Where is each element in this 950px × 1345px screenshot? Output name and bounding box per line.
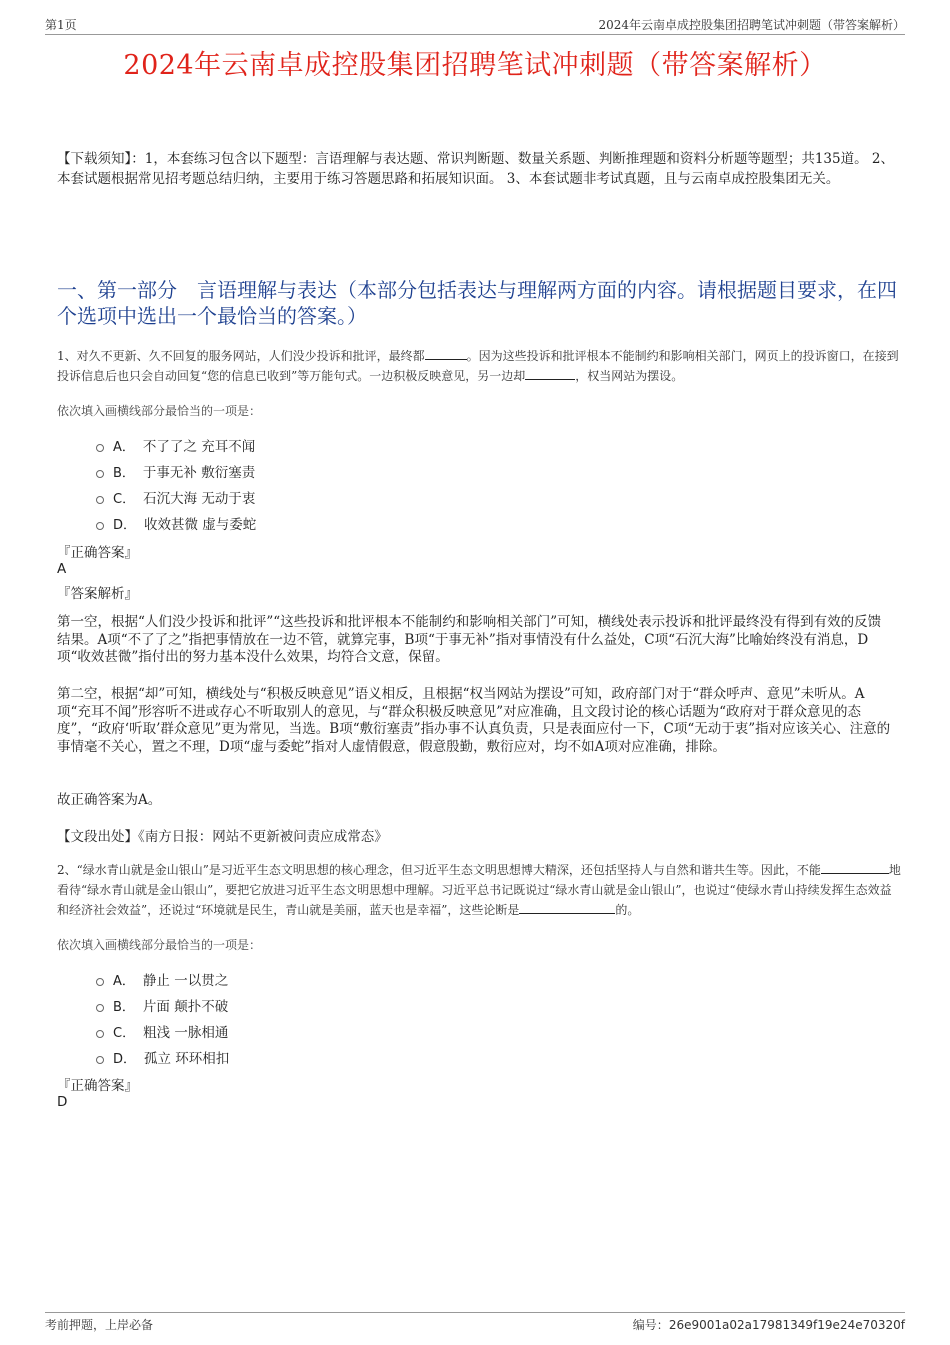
option-text: 于事无补 敷衍塞责 — [142, 465, 256, 481]
page-number: 第1页 — [45, 18, 77, 32]
option-text: 不了了之 充耳不闻 — [142, 439, 256, 455]
option-text: 静止 一以贯之 — [142, 973, 229, 989]
text-source: 【文段出处】《南方日报：网站不更新被问责应成常态》 — [57, 829, 388, 845]
radio-button-icon[interactable] — [96, 444, 104, 452]
question-2-options — [96, 966, 229, 1070]
option-letter: B． — [113, 999, 135, 1015]
footer-code — [633, 1316, 905, 1333]
option-text: 片面 颠扑不破 — [142, 999, 229, 1015]
correct-answer-label: 『正确答案』 — [57, 1078, 138, 1094]
option-b[interactable] — [96, 458, 256, 484]
option-text: 石沉大海 无动于衷 — [143, 491, 256, 507]
footer-code-label: 编号： — [632, 1318, 669, 1332]
section-heading: 一、第一部分 言语理解与表达（本部分包括表达与理解两方面的内容。请根据题目要求，在四个选项中选出一个最恰当的答案。） — [57, 278, 897, 328]
option-d[interactable] — [96, 510, 256, 536]
radio-button-icon[interactable] — [96, 470, 104, 478]
question-2-text-part: 的。 — [615, 903, 640, 917]
question-2-text-part: 2、“绿水青山就是金山银山”是习近平生态文明思想的核心理念，但习近平生态文明思想博大精深，还包括坚持人与自然和谐共生等。因此，不能 — [57, 863, 821, 877]
radio-button-icon[interactable] — [96, 978, 104, 986]
question-2-instruction: 依次填入画横线部分最恰当的一项是： — [57, 938, 262, 952]
radio-button-icon[interactable] — [96, 1056, 104, 1064]
option-letter: B． — [113, 465, 135, 481]
page-footer — [45, 1312, 905, 1333]
fill-blank — [821, 861, 889, 874]
header-doc-title: 2024年云南卓成控股集团招聘笔试冲刺题（带答案解析） — [598, 18, 905, 32]
correct-answer: A — [57, 561, 67, 577]
radio-button-icon[interactable] — [96, 522, 104, 530]
option-a[interactable] — [96, 966, 229, 992]
analysis-label: 『答案解析』 — [57, 586, 138, 602]
option-letter: C． — [113, 491, 136, 507]
question-1-text-part: 1、对久不更新、久不回复的服务网站，人们没少投诉和批评，最终都 — [57, 349, 425, 363]
correct-answer: D — [57, 1094, 68, 1110]
question-1-text — [57, 346, 902, 386]
option-c[interactable] — [96, 484, 256, 510]
correct-answer-label: 『正确答案』 — [57, 545, 138, 561]
option-text: 孤立 环环相扣 — [144, 1051, 230, 1067]
question-1-options — [96, 432, 256, 536]
question-2-text — [57, 860, 902, 920]
option-letter: A． — [113, 973, 135, 989]
radio-button-icon[interactable] — [96, 1030, 104, 1038]
question-1-text-part: ，权当网站为摆设。 — [575, 369, 684, 383]
radio-button-icon[interactable] — [96, 496, 104, 504]
question-1-instruction: 依次填入画横线部分最恰当的一项是： — [57, 404, 262, 418]
fill-blank — [425, 347, 467, 360]
radio-button-icon[interactable] — [96, 1004, 104, 1012]
fill-blank — [525, 367, 575, 380]
footer-code-value: 26e9001a02a17981349f19e24e70320f — [668, 1318, 905, 1332]
analysis-paragraph-1: 第一空，根据“人们没少投诉和批评”“这些投诉和批评根本不能制约和影响相关部门”可知，横线处表示投诉和批评最终没有得到有效的反馈结果。A项“不了了之”指把事情放在一边不管，就算完事，B项“于事无补”指对事情没有什么益处，C项“石沉大海”比喻始终没有消息，D项“收效甚微”指付出的努力基本没什么效果，均符合文意，保留。 — [57, 614, 882, 665]
fill-blank — [519, 901, 615, 914]
option-d[interactable] — [96, 1044, 229, 1070]
question-2-text-part: 地看待“绿水青山就是金山银山”，要把它放进习近平生态文明思想中理解。习近平总书记既说过“绿水青山就是金山银山”，也说过“使绿水青山持续发挥生态效益和经济社会效益”，还说过“环境就是民生，青山就是美丽，蓝天也是幸福”，这些论断是 — [57, 863, 901, 917]
option-letter: D． — [113, 1051, 137, 1067]
option-b[interactable] — [96, 992, 229, 1018]
page-title: 2024年云南卓成控股集团招聘笔试冲刺题（带答案解析） — [123, 50, 827, 81]
option-text: 收效甚微 虚与委蛇 — [144, 517, 257, 533]
download-notice: 【下载须知】：1，本套练习包含以下题型：言语理解与表达题、常识判断题、数量关系题、判断推理题和资料分析题等题型；共135道。 2、本套试题根据常见招考题总结归纳，主要用于练习答题思路和拓展知识面。 3、本套试题非考试真题，且与云南卓成控股集团无关。 — [57, 151, 894, 187]
option-letter: C． — [113, 1025, 136, 1041]
option-text: 粗浅 一脉相通 — [143, 1025, 229, 1041]
page-header — [45, 14, 905, 35]
option-letter: A． — [113, 439, 135, 455]
analysis-conclusion: 故正确答案为A。 — [57, 792, 162, 808]
option-a[interactable] — [96, 432, 256, 458]
analysis-paragraph-2: 第二空，根据“却”可知，横线处与“积极反映意见”语义相反，且根据“权当网站为摆设”可知，政府部门对于“群众呼声、意见”未听从。A项“充耳不闻”形容听不进或存心不听取别人的意见，与“群众积极反映意见”对应准确，且文段讨论的核心话题为“政府对于群众意见的态度”，“政府‘听取’群众意见”更为常见，当选。B项“敷衍塞责”指办事不认真负责，只是表面应付一下，C项“无动于衷”指对应该关心、注意的事情毫不关心，置之不理，D项“虚与委蛇”指对人虚情假意，假意殷勤，敷衍应对，均不如A项对应准确，排除。 — [57, 686, 891, 755]
option-c[interactable] — [96, 1018, 229, 1044]
question-1-text-part: 。因为这些投诉和批评根本不能制约和影响相关部门，网页上的投诉窗口，在接到投诉信息后也只会自动回复“您的信息已收到”等万能句式。一边积极反映意见，另一边却 — [57, 349, 899, 383]
footer-slogan: 考前押题，上岸必备 — [45, 1318, 154, 1332]
option-letter: D． — [113, 517, 137, 533]
